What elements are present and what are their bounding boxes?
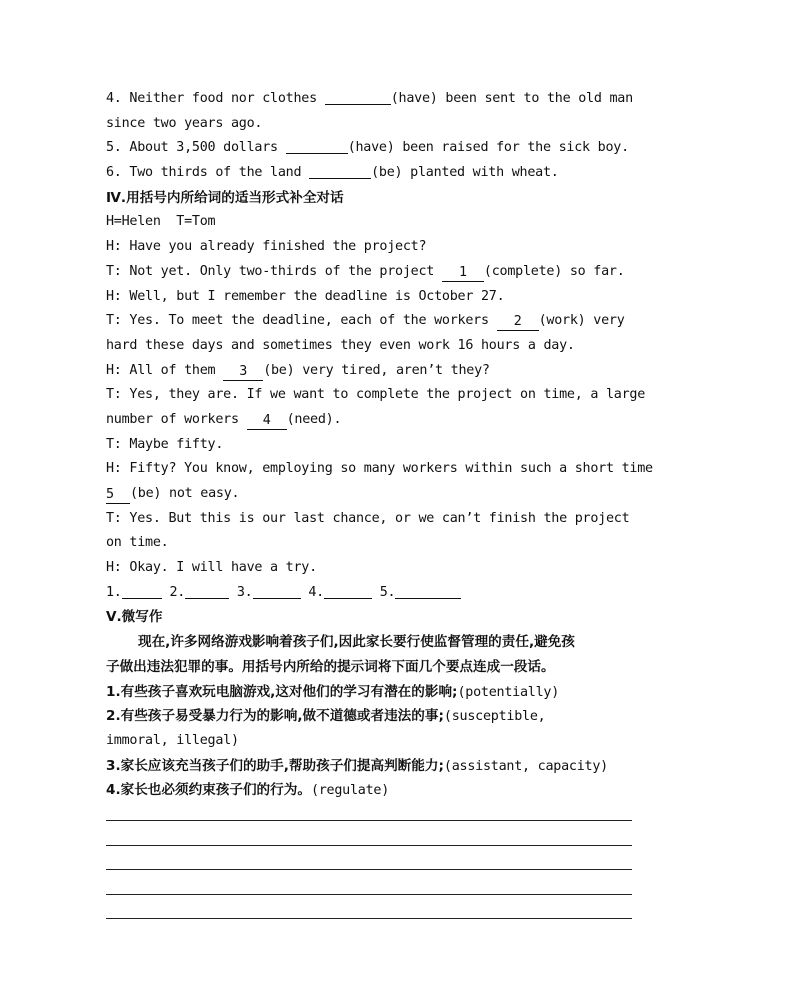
section4-heading: Ⅳ.用括号内所给词的适当形式补全对话 [106, 189, 344, 206]
dialog-line-2 [106, 260, 726, 285]
point-hint: (susceptible, [443, 709, 546, 725]
q4-blank[interactable] [325, 88, 391, 105]
dialog-line-7: T: Yes, they are. If we want to complete the project on time, a large [106, 387, 646, 403]
q5-text: 5. About 3,500 dollars [106, 140, 286, 156]
point-text: 1.有些孩子喜欢玩电脑游戏,这对他们的学习有潜在的影响; [106, 683, 458, 700]
answer-row [106, 581, 726, 606]
dialog-line-6 [106, 359, 726, 384]
writing-line-4[interactable] [106, 894, 632, 895]
blank-2[interactable]: 2 [497, 314, 539, 331]
dialog-text: number of workers [106, 411, 247, 427]
point-4 [106, 778, 726, 803]
answer-blank-2[interactable] [185, 582, 229, 599]
answer-label-4: 4. [308, 584, 324, 600]
dialog-line-10: H: Fifty? You know, employing so many workers within such a short time [106, 461, 653, 477]
point-2-cont: immoral, illegal) [106, 732, 239, 748]
intro-line-2: 子做出违法犯罪的事。用括号内所给的提示词将下面几个要点连成一段话。 [106, 658, 555, 675]
dialog-line-13: on time. [106, 535, 169, 551]
answer-label-3: 3. [236, 584, 253, 600]
dialog-line-14: H: Okay. I will have a try. [106, 560, 317, 576]
q4-text-end: (have) been sent to the old man [390, 91, 633, 106]
point-hint: (assistant, capacity) [443, 758, 608, 774]
dialog-text: (work) very [538, 313, 625, 329]
answer-blank-3[interactable] [253, 582, 301, 599]
q6-text: 6. Two thirds of the land [106, 165, 310, 181]
answer-label-1: 1. [106, 584, 122, 600]
q5-blank[interactable] [286, 137, 348, 154]
dialog-line-5: hard these days and sometimes they even work 16 hours a day. [106, 337, 575, 353]
cast-line: H=Helen T=Tom [106, 214, 216, 230]
point-hint: (potentially) [457, 684, 560, 700]
dialog-line-3: H: Well, but I remember the deadline is October 27. [106, 288, 505, 304]
q5-text-end: (have) been raised for the sick boy. [347, 140, 629, 156]
dialog-line-1: H: Have you already finished the project? [106, 239, 427, 255]
point-3 [106, 754, 726, 779]
blank-3[interactable]: 3 [223, 364, 263, 381]
intro-line-1: 现在,许多网络游戏影响着孩子们,因此家长要行使监督管理的责任,避免孩 [138, 634, 575, 651]
writing-line-3[interactable] [106, 869, 632, 870]
blank-4[interactable]: 4 [247, 413, 287, 430]
dialog-line-11 [106, 482, 726, 507]
writing-line-2[interactable] [106, 845, 632, 846]
q6-text-end: (be) planted with wheat. [371, 165, 559, 181]
point-1 [106, 680, 726, 705]
dialog-line-4 [106, 309, 726, 334]
answer-blank-4[interactable] [324, 582, 372, 599]
q4-line [106, 87, 726, 112]
answer-label-2: 2. [169, 584, 186, 600]
point-text: 4.家长也必须约束孩子们的行为。 [106, 782, 311, 799]
dialog-text: (be) not easy. [130, 486, 240, 501]
dialog-text: (be) very tired, aren’t they? [263, 362, 490, 378]
point-text: 3.家长应该充当孩子们的助手,帮助孩子们提高判断能力; [106, 757, 444, 774]
dialog-text: (need). [286, 411, 342, 427]
q6-blank[interactable] [309, 162, 371, 179]
dialog-line-8 [106, 408, 726, 433]
worksheet-page [106, 87, 726, 803]
point-hint: (regulate) [310, 783, 390, 799]
q5-line [106, 136, 726, 161]
q4-text: 4. Neither food nor clothes [106, 91, 325, 106]
dialog-line-9: T: Maybe fifty. [106, 436, 224, 452]
answer-label-5: 5. [379, 584, 396, 600]
writing-line-5[interactable] [106, 918, 632, 919]
dialog-text: H: All of them [106, 362, 224, 378]
dialog-text: T: Not yet. Only two-thirds of the project [106, 263, 442, 279]
q6-line [106, 161, 726, 186]
point-2 [106, 704, 726, 729]
section5-heading: Ⅴ.微写作 [106, 609, 163, 626]
q4-line-cont: since two years ago. [106, 115, 263, 131]
writing-line-1[interactable] [106, 820, 632, 821]
blank-5[interactable]: 5 [106, 487, 130, 504]
dialog-line-12: T: Yes. But this is our last chance, or we can’t finish the project [106, 510, 630, 526]
answer-blank-1[interactable] [122, 582, 162, 599]
dialog-text: T: Yes. To meet the deadline, each of the workers [106, 313, 497, 329]
point-text: 2.有些孩子易受暴力行为的影响,做不道德或者违法的事; [106, 708, 444, 725]
answer-blank-5[interactable] [395, 582, 461, 599]
dialog-text: (complete) so far. [483, 263, 625, 279]
blank-1[interactable]: 1 [442, 265, 484, 282]
